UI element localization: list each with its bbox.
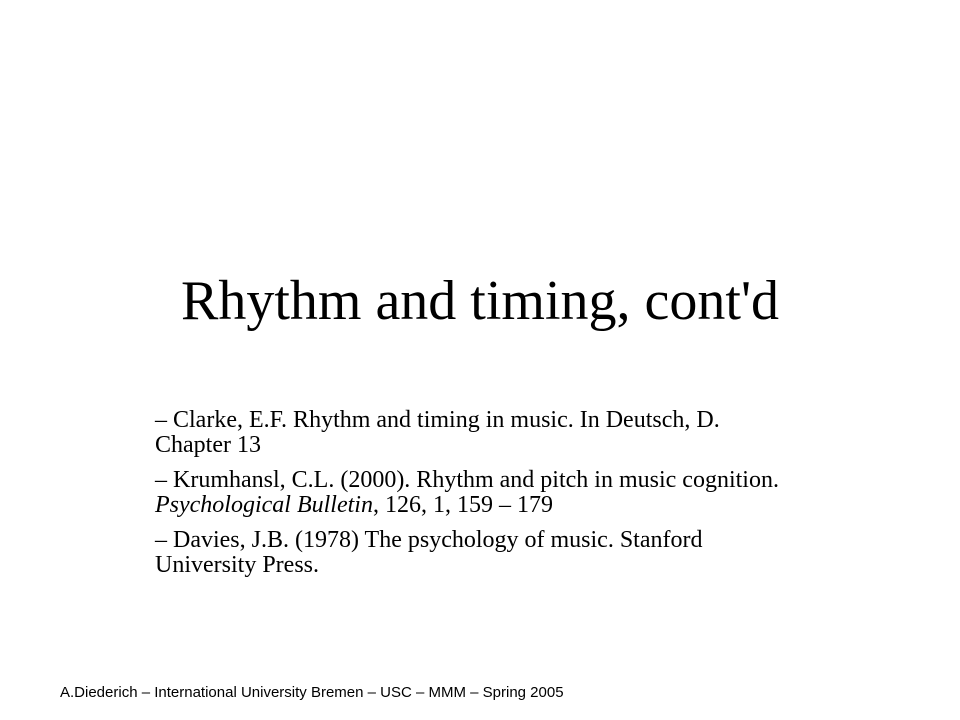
slide-footer: A.Diederich – International University Bremen – USC – MMM – Spring 2005 — [60, 684, 564, 701]
slide-title: Rhythm and timing, cont'd — [180, 270, 780, 332]
reference-dash: – — [155, 527, 173, 553]
reference-text: Davies, J.B. (1978) The psychology of music. Stanford University Press. — [155, 527, 703, 578]
reference-text: Krumhansl, C.L. (2000). Rhythm and pitch in music cognition. — [173, 467, 779, 493]
reference-text: Clarke, E.F. Rhythm and timing in music. In Deutsch, D. Chapter 13 — [155, 407, 720, 458]
reference-text-tail: , 126, 1, 159 – 179 — [372, 492, 553, 518]
reference-item — [155, 468, 795, 518]
reference-dash: – — [155, 467, 173, 493]
reference-item — [155, 408, 795, 458]
reference-item — [155, 528, 795, 578]
reference-dash: – — [155, 407, 173, 433]
journal-title: Psychological Bulletin — [155, 492, 373, 518]
reference-list — [155, 408, 795, 588]
